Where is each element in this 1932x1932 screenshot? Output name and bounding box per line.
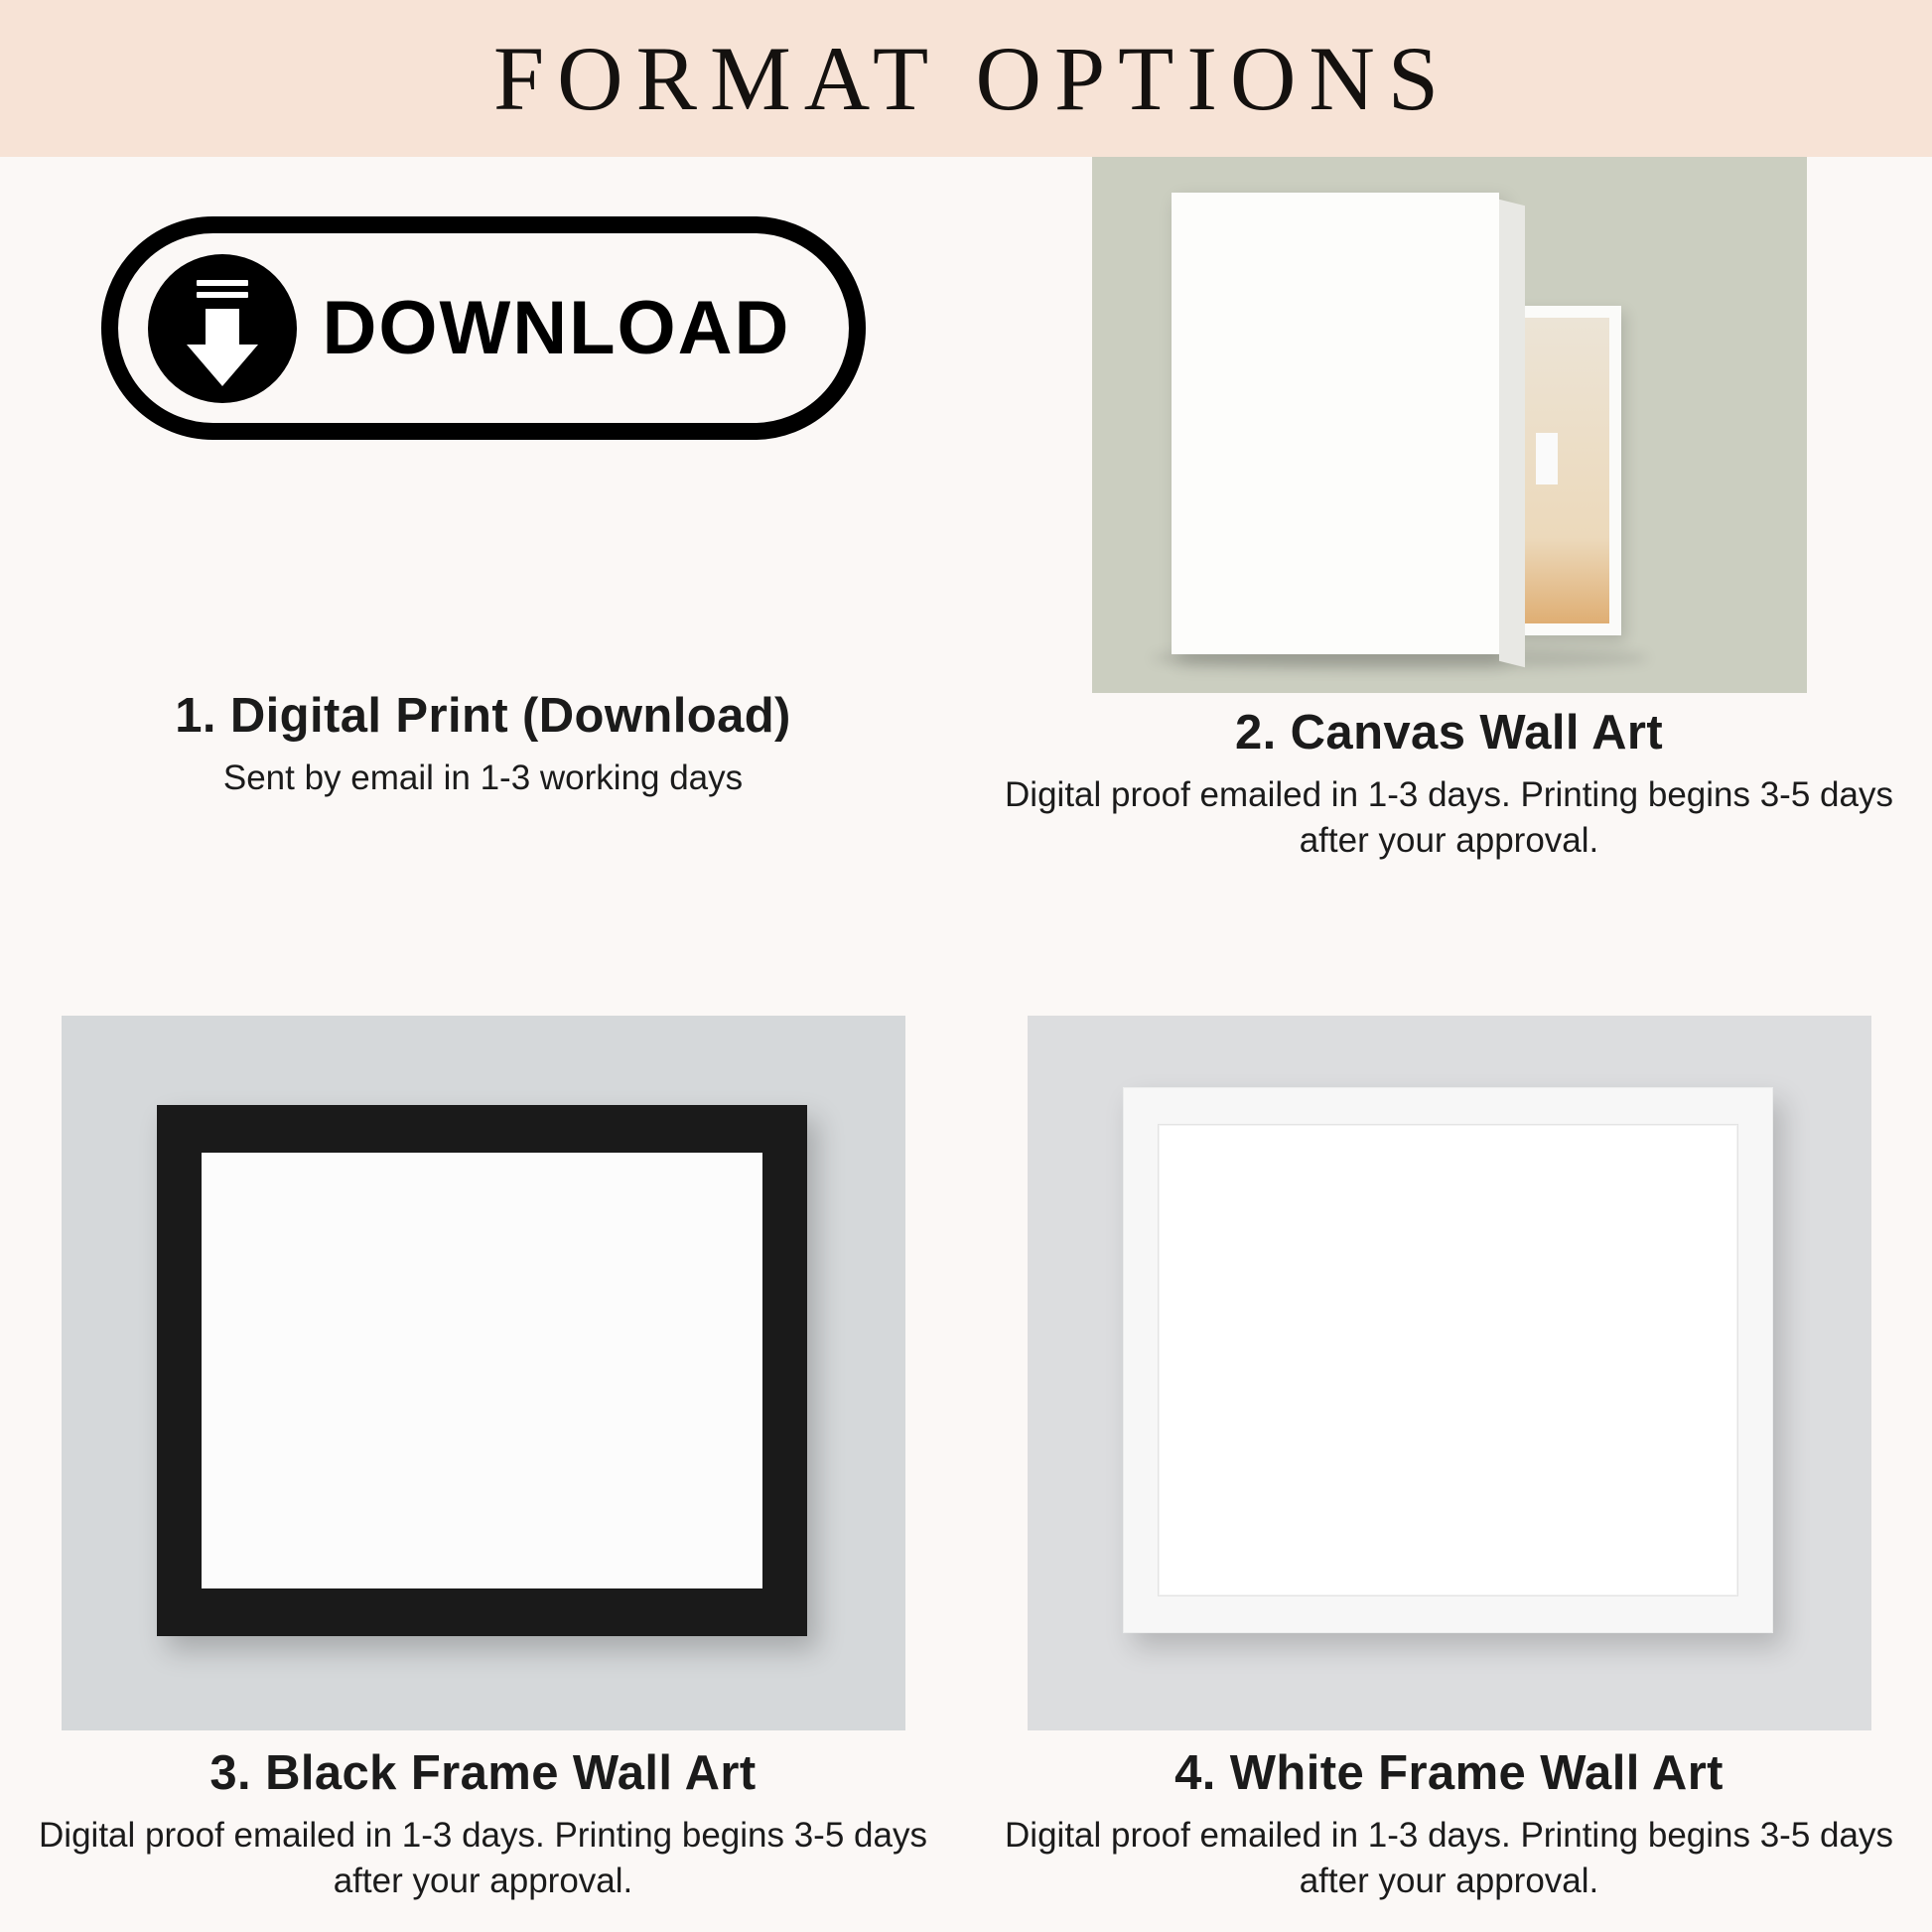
page-title: FORMAT OPTIONS bbox=[492, 28, 1452, 129]
canvas-front-view bbox=[1172, 193, 1499, 654]
option-title-2: 2. Canvas Wall Art bbox=[1234, 706, 1664, 759]
page-header bbox=[0, 0, 1932, 157]
download-arrow-icon bbox=[148, 254, 297, 403]
option-caption-1 bbox=[0, 688, 966, 801]
option-card-black-frame bbox=[0, 1016, 966, 1932]
option-subtitle-4: Digital proof emailed in 1-3 days. Printing begins 3-5 days after your approval. bbox=[1005, 1815, 1893, 1900]
black-frame bbox=[157, 1105, 807, 1636]
option-subtitle-3: Digital proof emailed in 1-3 days. Printing begins 3-5 days after your approval. bbox=[39, 1815, 927, 1900]
option-subtitle-1: Sent by email in 1-3 working days bbox=[222, 758, 744, 797]
download-label: DOWNLOAD bbox=[322, 285, 791, 370]
frame-mat bbox=[202, 1153, 762, 1588]
option-title-3: 3. Black Frame Wall Art bbox=[209, 1746, 757, 1800]
white-frame bbox=[1123, 1087, 1773, 1633]
option-caption-2 bbox=[966, 705, 1932, 864]
option-title-1: 1. Digital Print (Download) bbox=[175, 689, 791, 743]
canvas-mockup-photo bbox=[1092, 157, 1807, 693]
option-card-digital-print bbox=[0, 157, 966, 1016]
option-title-4: 4. White Frame Wall Art bbox=[1174, 1746, 1724, 1800]
option-card-canvas bbox=[966, 157, 1932, 1016]
option-subtitle-2: Digital proof emailed in 1-3 days. Printing begins 3-5 days after your approval. bbox=[1005, 774, 1893, 860]
frame-mat bbox=[1158, 1124, 1738, 1596]
white-frame-mockup-photo bbox=[1028, 1016, 1871, 1730]
option-caption-3 bbox=[0, 1745, 966, 1904]
black-frame-mockup-photo bbox=[62, 1016, 905, 1730]
option-card-white-frame bbox=[966, 1016, 1932, 1932]
option-caption-4 bbox=[966, 1745, 1932, 1904]
download-badge[interactable] bbox=[101, 216, 866, 440]
format-options-grid bbox=[0, 157, 1932, 1932]
